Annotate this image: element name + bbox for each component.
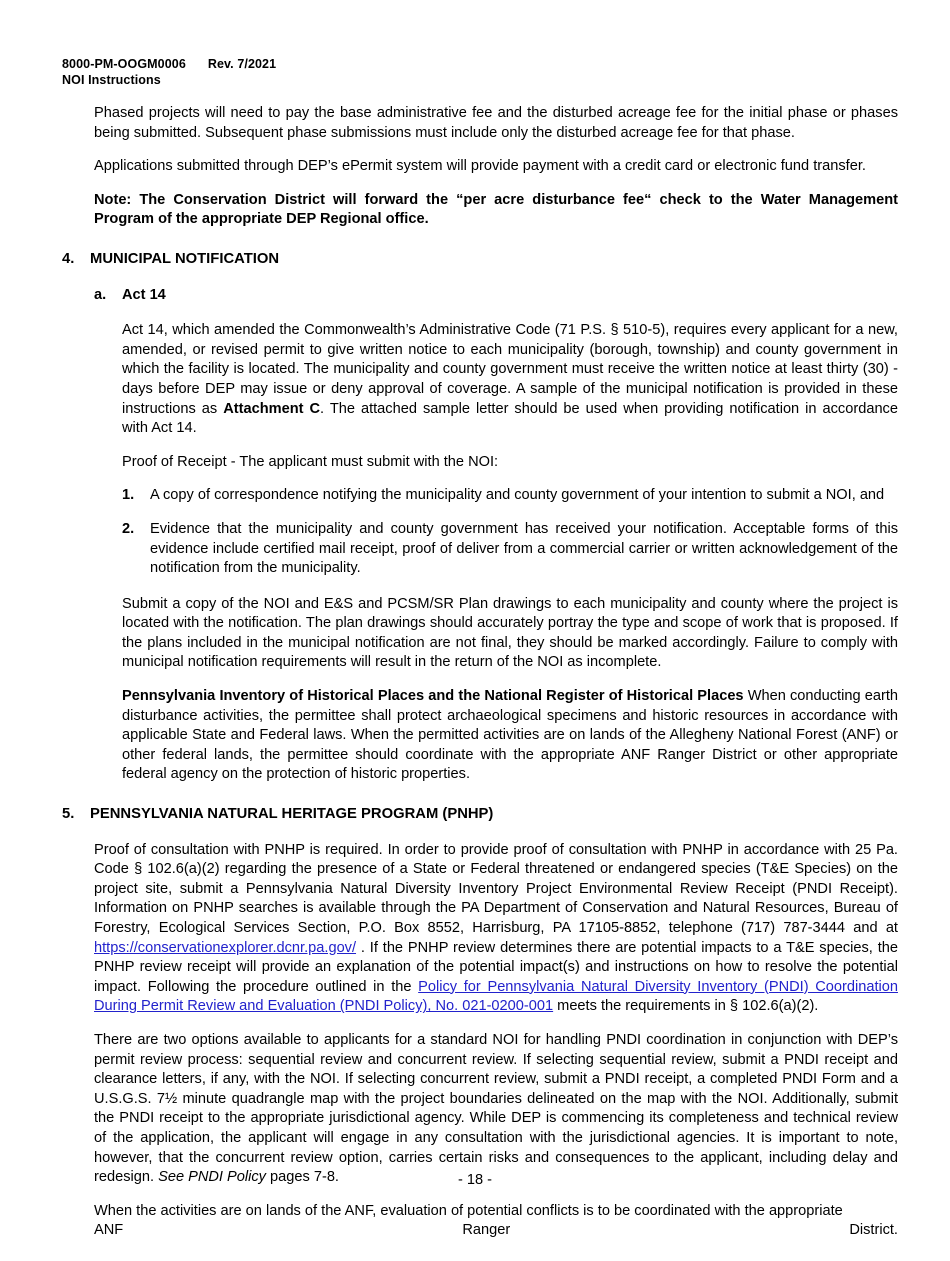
- paragraph-proof-of-receipt-intro: Proof of Receipt - The applicant must submit with the NOI:: [122, 453, 499, 470]
- pndi-policy-link[interactable]: Policy for Pennsylvania Natural Diversity Inventory (PNDI) Coordination During Permit Review and Evaluation (PNDI Policy), No. 021-0200-001: [94, 978, 898, 1015]
- paragraph-phased-projects: Phased projects will need to pay the base administrative fee and the disturbed acreage fee for the initial phase or phases being submitted. Subsequent phase submissions must include only the disturbed acreage fee for that phase.: [94, 105, 898, 141]
- section-heading-4: [62, 250, 898, 270]
- list-item: [122, 486, 898, 506]
- historical-places-heading: Pennsylvania Inventory of Historical Places and the National Register of Historical Places: [122, 688, 744, 705]
- form-revision: Rev. 7/2021: [207, 57, 277, 71]
- proof-of-receipt-list: [122, 486, 898, 578]
- pnhp-text-part3: meets the requirements in § 102.6(a)(2).: [553, 998, 819, 1015]
- two-options-text-part2: pages 7-8.: [265, 1169, 339, 1186]
- subsection-heading-a: [94, 286, 898, 306]
- two-options-text-part1: There are two options available to applicants for a standard NOI for handling PNDI coordination in conjunction with DEP’s permit review process: sequential review and concurrent review. If selecting sequential review, submit a PNDI receipt and clearance letters, if any, with the NOI. If selecting concurrent review, submit a PNDI receipt, a completed PNDI Form and a U.S.G.S. 7½ minute quadrangle map with the project boundaries delineated on the map with the NOI. Additionally, submit the PNDI receipt to the appropriate jurisdictional agency. While DEP is commencing its completeness and technical review of the application, the applicant will engage in any consultation with the jurisdictional agencies. It is important to note, however, that the concurrent review option, carries certain risks and consequences to the applicant, including delay and redesign.: [94, 1031, 898, 1186]
- paragraph-anf-lands: [94, 1202, 898, 1222]
- document-body: [62, 104, 898, 1261]
- page-number: - 18 -: [457, 1172, 493, 1188]
- section-4-number: 4.: [62, 250, 75, 267]
- paragraph-two-options: [94, 1031, 898, 1188]
- paragraph-pnhp-consultation: [94, 841, 898, 1017]
- act14-text-part2: . The attached sample letter should be used when providing notification in accordance with Act 14.: [122, 400, 898, 437]
- document-header: [62, 56, 276, 88]
- form-code: 8000-PM-OOGM0006: [62, 57, 186, 71]
- section-5-number: 5.: [62, 806, 75, 823]
- section-4-title: MUNICIPAL NOTIFICATION: [90, 250, 280, 267]
- section-heading-5: [62, 805, 898, 825]
- list-item-marker: 2.: [122, 520, 135, 537]
- form-subtitle: NOI Instructions: [62, 73, 161, 87]
- form-code-line: [62, 56, 276, 72]
- list-item-text: A copy of correspondence notifying the municipality and county government of your intention to submit a NOI, and: [150, 487, 885, 504]
- anf-lands-line1: When the activities are on lands of the ANF, evaluation of potential conflicts is to be coordinated with the appropriate: [94, 1202, 843, 1219]
- paragraph-act14-description: [122, 321, 898, 439]
- paragraph-note-conservation-district: Note: The Conservation District will forward the “per acre disturbance fee“ check to the Water Management Program of the appropriate DEP Regional office.: [94, 191, 898, 228]
- paragraph-submit-copy-noi: Submit a copy of the NOI and E&S and PCSM/SR Plan drawings to each municipality and county where the project is located with the notification. The plan drawings should accurately portray the type and scope of work that is proposed. If the plans included in the municipal notification are not final, they should be marked accordingly. Failure to comply with municipal notification requirements will result in the return of the NOI as incomplete.: [122, 595, 898, 671]
- act14-text-part1: Act 14, which amended the Commonwealth’s Administrative Code (71 P.S. § 510-5), requires every applicant for a new, amended, or revised permit to give written notice to each municipality (borough, township) and county government in which the facility is located. The municipality and county government must receive the written notice at least thirty (30) - days before DEP may issue or deny approval of coverage. A sample of the municipal notification is provided in these instructions as: [122, 322, 898, 417]
- section-5-title: PENNSYLVANIA NATURAL HERITAGE PROGRAM (PNHP): [90, 806, 494, 823]
- historical-places-text: When conducting earth disturbance activities, the permittee shall protect archaeological specimens and historic resources in accordance with applicable State and Federal laws. When the permitted activities are on lands of the Allegheny National Forest (ANF) or other federal lands, the permittee should coordinate with the appropriate ANF Ranger District or other appropriate federal agency on the protection of historic properties.: [122, 688, 898, 783]
- subsection-a-title: Act 14: [122, 286, 166, 303]
- list-item-marker: 1.: [122, 487, 135, 504]
- pnhp-text-part1: Proof of consultation with PNHP is required. In order to provide proof of consultation with PNHP in accordance with 25 Pa. Code § 102.6(a)(2) regarding the presence of a State or Federal threatened or endangered species (T&E Species) on the project site, submit a Pennsylvania Natural Diversity Inventory Project Environmental Review Receipt (PNDI Receipt). Information on PNHP searches is available through the PA Department of Conservation and Natural Resources, Bureau of Forestry, Ecological Services Section, P.O. Box 8552, Harrisburg, PA 17105-8852, telephone (717) 787-3444 and at: [94, 841, 898, 936]
- see-pndi-policy-italic: See PNDI Policy: [158, 1169, 266, 1186]
- paragraph-epermit-payment: Applications submitted through DEP’s ePermit system will provide payment with a credit card or electronic fund transfer.: [94, 158, 866, 175]
- paragraph-anf-lands-continuation: ANF Ranger District.: [94, 1222, 898, 1239]
- list-item-text: Evidence that the municipality and county government has received your notification. Acceptable forms of this evidence include certified mail receipt, proof of deliver from a commercial carrier or written acknowledgement of the notification from the municipality.: [150, 520, 898, 577]
- list-item: [122, 520, 898, 579]
- subsection-a-marker: a.: [94, 286, 107, 303]
- conservation-explorer-link[interactable]: https://conservationexplorer.dcnr.pa.gov/: [94, 939, 357, 956]
- paragraph-historical-places: [122, 687, 898, 785]
- pnhp-text-part2: . If the PNHP review determines there are potential impacts to a T&E species, the PNHP review receipt will provide an explanation of the potential impact(s) and instructions on how to resolve the potential impact. Following the procedure outlined in the: [94, 939, 898, 995]
- attachment-c-reference: Attachment C: [223, 400, 321, 417]
